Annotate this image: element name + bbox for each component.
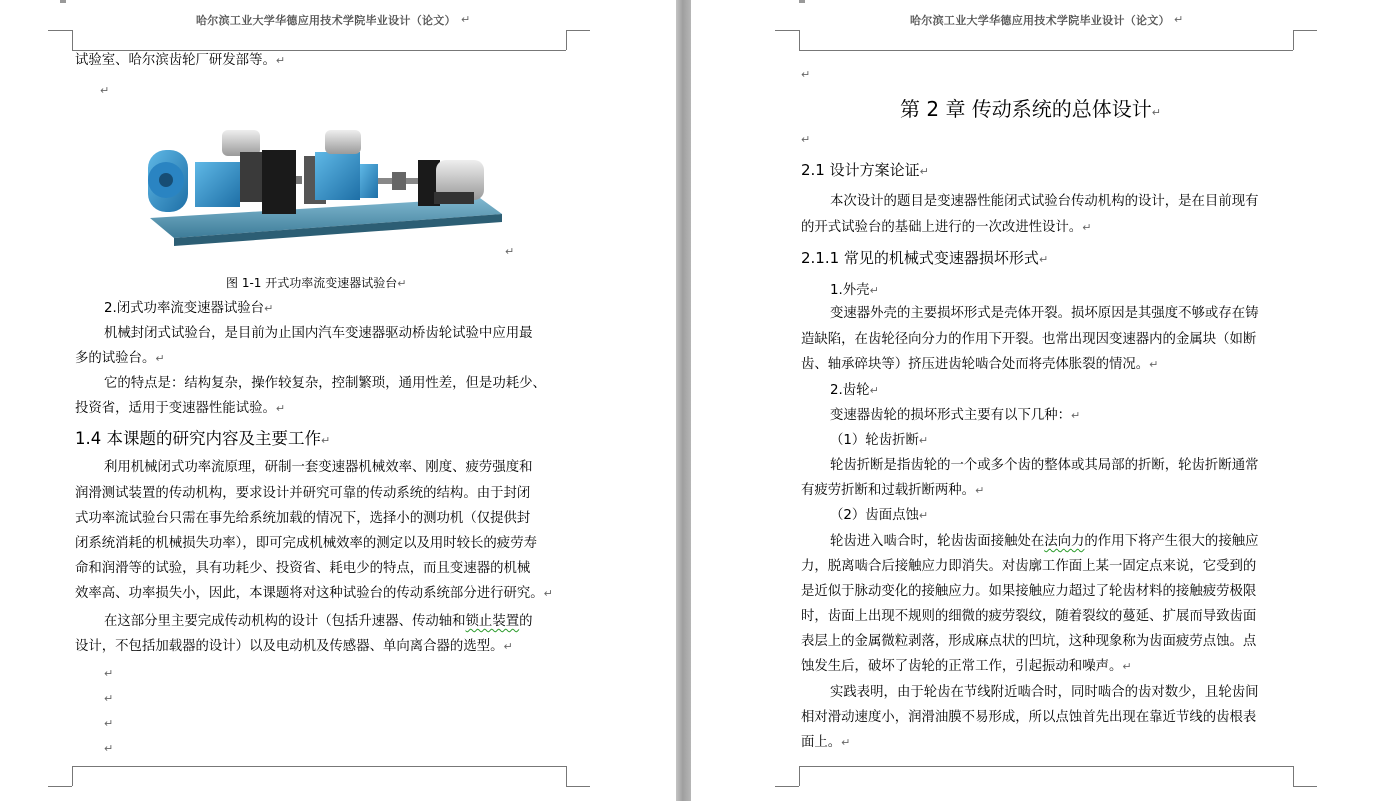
body-line: 轮齿进入啮合时，轮齿齿面接触处在法向力的作用下将产生很大的接触应	[830, 534, 1259, 549]
footer-corner-right	[566, 786, 590, 787]
body-line: 相对滑动速度小，润滑油膜不易形成，所以点蚀首先出现在靠近节线的齿根表	[801, 710, 1257, 725]
document-page-left	[0, 0, 676, 801]
body-line: 效率高、功率损失小，因此，本课题将对这种试验台的传动系统部分进行研究。↵	[75, 586, 553, 601]
body-line: 轮齿折断是指齿轮的一个或多个齿的整体或其局部的折断，轮齿折断通常	[830, 458, 1259, 473]
body-line: 投资省，适用于变速器性能试验。↵	[75, 401, 286, 416]
header-corner-right-v	[566, 30, 567, 50]
body-line: 造缺陷，在齿轮径向分力的作用下开裂。也常出现因变速器内的金属块（如断	[801, 332, 1257, 347]
body-line: 机械封闭式试验台，是目前为止国内汽车变速器驱动桥齿轮试验中应用最	[104, 326, 533, 341]
list-item: 2.闭式功率流变速器试验台↵	[104, 301, 274, 316]
empty-paragraph-mark: ↵	[100, 84, 110, 97]
header-corner-left	[48, 30, 72, 31]
subsection-heading: 2.1.1 常见的机械式变速器损坏形式↵	[801, 249, 1049, 267]
header-paragraph-mark: ↵	[461, 13, 471, 26]
page-gutter	[676, 0, 691, 801]
body-line: 本次设计的题目是变速器性能闭式试验台传动机构的设计，是在目前现有	[830, 194, 1259, 209]
header-corner-right	[566, 30, 590, 31]
header-rule	[799, 50, 1293, 51]
body-line: 实践表明，由于轮齿在节线附近啮合时，同时啮合的齿对数少，且轮齿间	[830, 685, 1259, 700]
empty-paragraph-mark: ↵	[801, 133, 811, 146]
section-heading: 2.1 设计方案论证↵	[801, 161, 929, 179]
empty-paragraph-mark: ↵	[104, 717, 114, 730]
footer-corner-right	[1293, 786, 1317, 787]
page-header: 哈尔滨工业大学华德应用技术学院毕业设计（论文）	[910, 14, 1170, 27]
body-line: 式功率流试验台只需在事先给系统加载的情况下，选择小的测功机（仅提供封	[75, 511, 531, 526]
header-corner-right	[1293, 30, 1317, 31]
list-item: （1）轮齿折断↵	[830, 433, 929, 448]
empty-paragraph-mark: ↵	[104, 692, 114, 705]
spellcheck-underline: 法向力	[1044, 534, 1085, 549]
header-corner-left-v	[799, 30, 800, 50]
body-line: 面上。↵	[801, 735, 851, 750]
footer-corner-left-v	[72, 766, 73, 786]
body-line: 时，齿面上出现不规则的细微的疲劳裂纹，随着裂纹的蔓延、扩展而导致齿面	[801, 609, 1257, 624]
page-top-marker	[799, 0, 805, 3]
list-item: （2）齿面点蚀↵	[830, 508, 929, 523]
figure-paragraph-mark: ↵	[505, 245, 515, 258]
page-top-marker	[60, 0, 66, 3]
body-line: 有疲劳折断和过载折断两种。↵	[801, 483, 985, 498]
list-item: 2.齿轮↵	[830, 383, 879, 398]
body-line: 闭系统消耗的机械损失功率），即可完成机械效率的测定以及用时较长的疲劳寿	[75, 536, 537, 551]
empty-paragraph-mark: ↵	[104, 742, 114, 755]
body-line: 是近似于脉动变化的接触应力。如果接触应力超过了轮齿材料的接触疲劳极限	[801, 584, 1257, 599]
body-line: 它的特点是：结构复杂，操作较复杂，控制繁琐，通用性差，但是功耗少、	[104, 376, 546, 391]
body-line: 多的试验台。↵	[75, 351, 165, 366]
body-line: 设计，不包括加载器的设计）以及电动机及传感器、单向离合器的选型。↵	[75, 639, 513, 654]
footer-corner-right-v	[1293, 766, 1294, 786]
figure-caption: 图 1-1 开式功率流变速器试验台↵	[226, 276, 407, 290]
header-corner-left-v	[72, 30, 73, 50]
footer-rule	[72, 766, 566, 767]
body-line: 命和润滑等的试验，具有功耗少、投资省、耗电少的特点，而且变速器的机械	[75, 561, 531, 576]
chapter-title: 第 2 章 传动系统的总体设计↵	[900, 97, 1162, 121]
body-line: 在这部分里主要完成传动机构的设计（包括升速器、传动轴和锁止装置的	[104, 614, 533, 629]
body-line: 润滑测试装置的传动机构，要求设计并研究可靠的传动系统的结构。由于封闭	[75, 486, 531, 501]
empty-paragraph-mark: ↵	[801, 68, 811, 81]
footer-corner-left-v	[799, 766, 800, 786]
body-line: 力，脱离啮合后接触应力即消失。对齿廓工作面上某一固定点来说，它受到的	[801, 559, 1257, 574]
header-corner-left	[775, 30, 799, 31]
body-line: 变速器齿轮的损坏形式主要有以下几种：↵	[830, 408, 1081, 423]
empty-paragraph-mark: ↵	[104, 667, 114, 680]
test-bench-figure	[140, 122, 510, 250]
footer-rule	[799, 766, 1293, 767]
list-item: 1.外壳↵	[830, 283, 879, 298]
body-line: 利用机械闭式功率流原理，研制一套变速器机械效率、刚度、疲劳强度和	[104, 460, 533, 475]
document-page-right	[691, 0, 1387, 801]
spellcheck-underline: 锁止装置	[465, 614, 520, 629]
body-line: 试验室、哈尔滨齿轮厂研发部等。↵	[75, 53, 286, 68]
footer-corner-left	[48, 786, 72, 787]
footer-corner-left	[775, 786, 799, 787]
page-header: 哈尔滨工业大学华德应用技术学院毕业设计（论文）	[196, 14, 456, 27]
body-line: 变速器外壳的主要损坏形式是壳体开裂。损坏原因是其强度不够或存在铸	[830, 306, 1259, 321]
section-heading: 1.4 本课题的研究内容及主要工作↵	[75, 429, 331, 448]
body-line: 齿、轴承碎块等）挤压进齿轮啮合处而将壳体胀裂的情况。↵	[801, 357, 1159, 372]
footer-corner-right-v	[566, 766, 567, 786]
body-line: 表层上的金属微粒剥落，形成麻点状的凹坑，这种现象称为齿面疲劳点蚀。点	[801, 634, 1257, 649]
header-paragraph-mark: ↵	[1174, 13, 1184, 26]
body-line: 的开式试验台的基础上进行的一次改进性设计。↵	[801, 220, 1092, 235]
header-corner-right-v	[1293, 30, 1294, 50]
body-line: 蚀发生后，破坏了齿轮的正常工作，引起振动和噪声。↵	[801, 659, 1132, 674]
header-rule	[72, 50, 566, 51]
